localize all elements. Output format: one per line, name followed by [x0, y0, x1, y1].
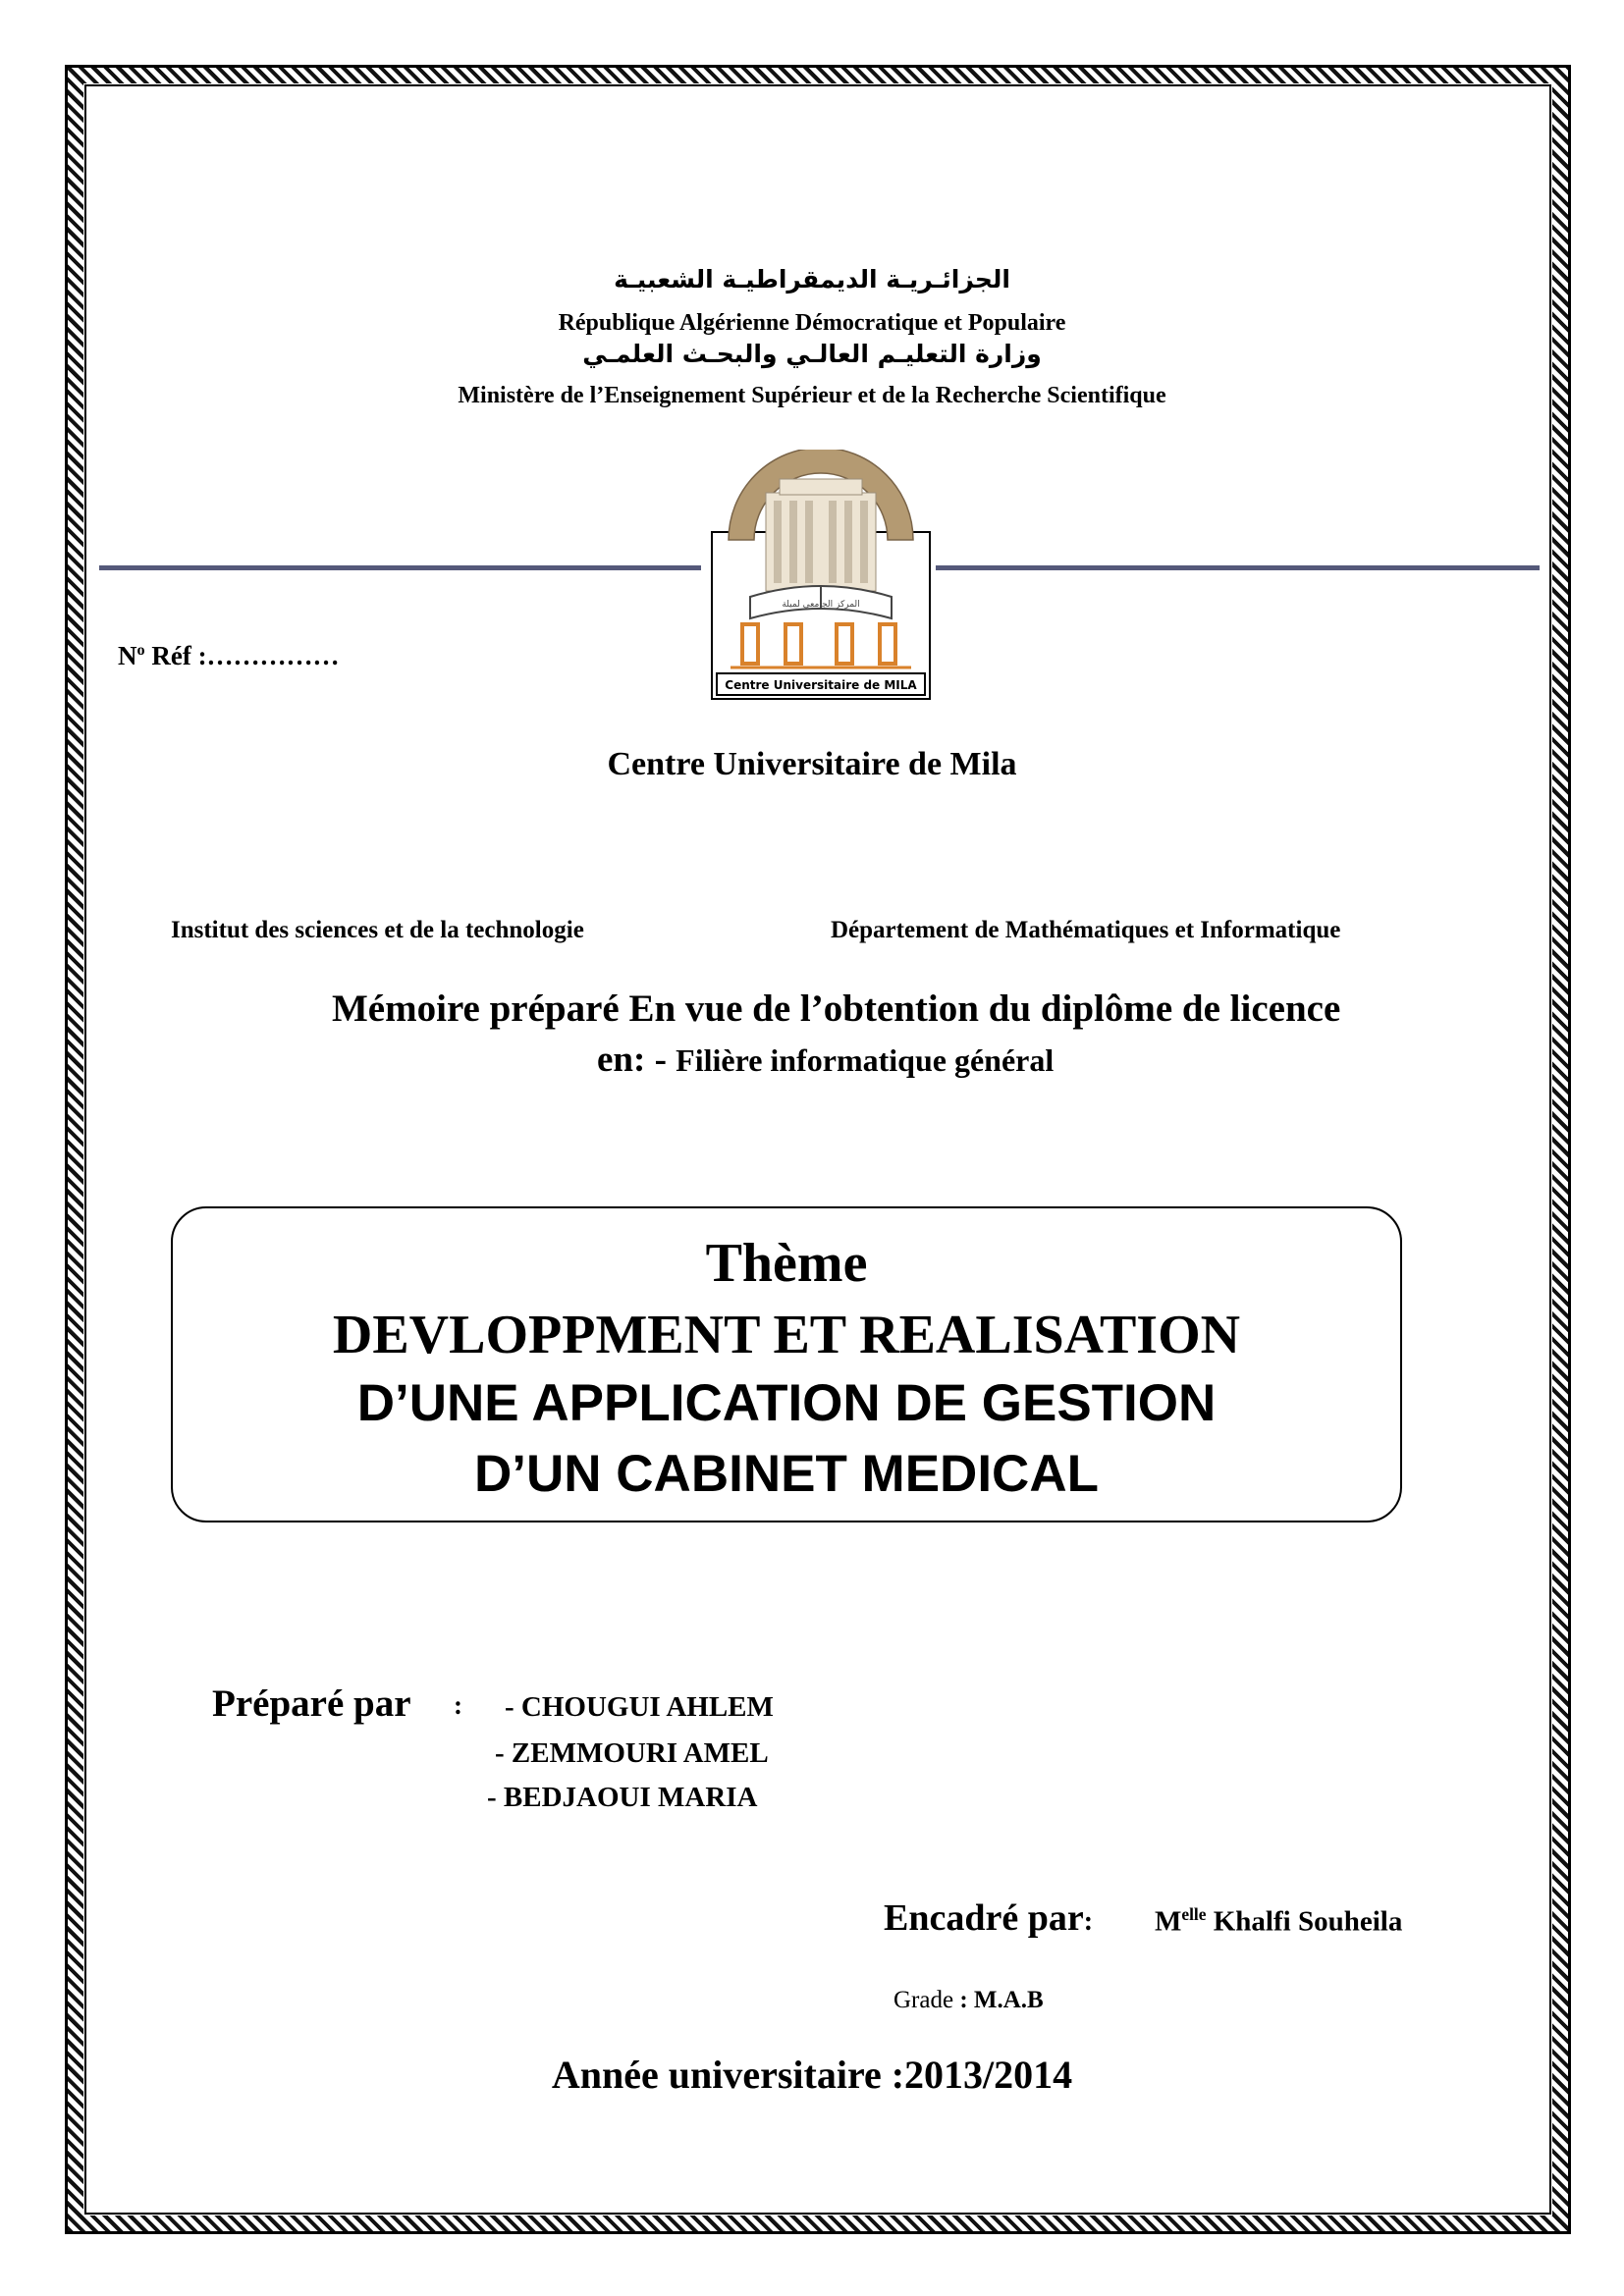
theme-title-line-1: DEVLOPPMENT ET REALISATION: [332, 1305, 1241, 1365]
supervisor-name: $M^{elle}$ Khalfi Souheila: [1155, 1904, 1403, 1938]
academic-year: Année universitaire :2013/2014: [551, 2053, 1073, 2097]
ministry-arabic: وزارة التعليـم العالـي والبحـث العلمـي: [582, 340, 1042, 368]
theme-title-line-2: D’UNE APPLICATION DE GESTION: [356, 1374, 1217, 1432]
memoir-purpose: Mémoire préparé En vue de l’obtention du diplôme de licence: [332, 988, 1341, 1030]
ministry-french: Ministère de l’Enseignement Supérieur et de la Recherche Scientifique: [458, 383, 1166, 408]
country-french: République Algérienne Démocratique et Populaire: [558, 310, 1066, 336]
department-name: Département de Mathématiques et Informatique: [831, 917, 1341, 943]
supervisor-label: Encadré par:: [884, 1897, 1094, 1939]
prepared-by-label: Préparé par: [212, 1682, 411, 1725]
university-logo: [711, 450, 931, 701]
header-rule-left: [99, 565, 701, 570]
logo-book-text: المركز الجامعي لميلة: [782, 600, 860, 610]
university-name: Centre Universitaire de Mila: [607, 746, 1017, 782]
prepared-by-colon: :: [454, 1690, 462, 1720]
author-1: - CHOUGUI AHLEM: [505, 1691, 774, 1723]
logo-caption: Centre Universitaire de MILA: [725, 678, 917, 692]
theme-heading: Thème: [705, 1233, 868, 1294]
author-3: - BEDJAOUI MARIA: [487, 1782, 758, 1813]
country-arabic: الجزائـريـة الديمقراطيـة الشعبيـة: [614, 265, 1010, 294]
author-2: - ZEMMOURI AMEL: [495, 1737, 769, 1769]
grade: Grade : M.A.B: [893, 1987, 1044, 2013]
header-rule-right: [936, 565, 1540, 570]
theme-title-line-3: D’UN CABINET MEDICAL: [474, 1445, 1099, 1503]
theme-box: [171, 1206, 1402, 1522]
reference-number: $N^o$ Réf :……………: [118, 641, 340, 670]
institute-name: Institut des sciences et de la technologie: [171, 917, 584, 943]
memoir-field: en: - Filière informatique général: [597, 1040, 1055, 1080]
